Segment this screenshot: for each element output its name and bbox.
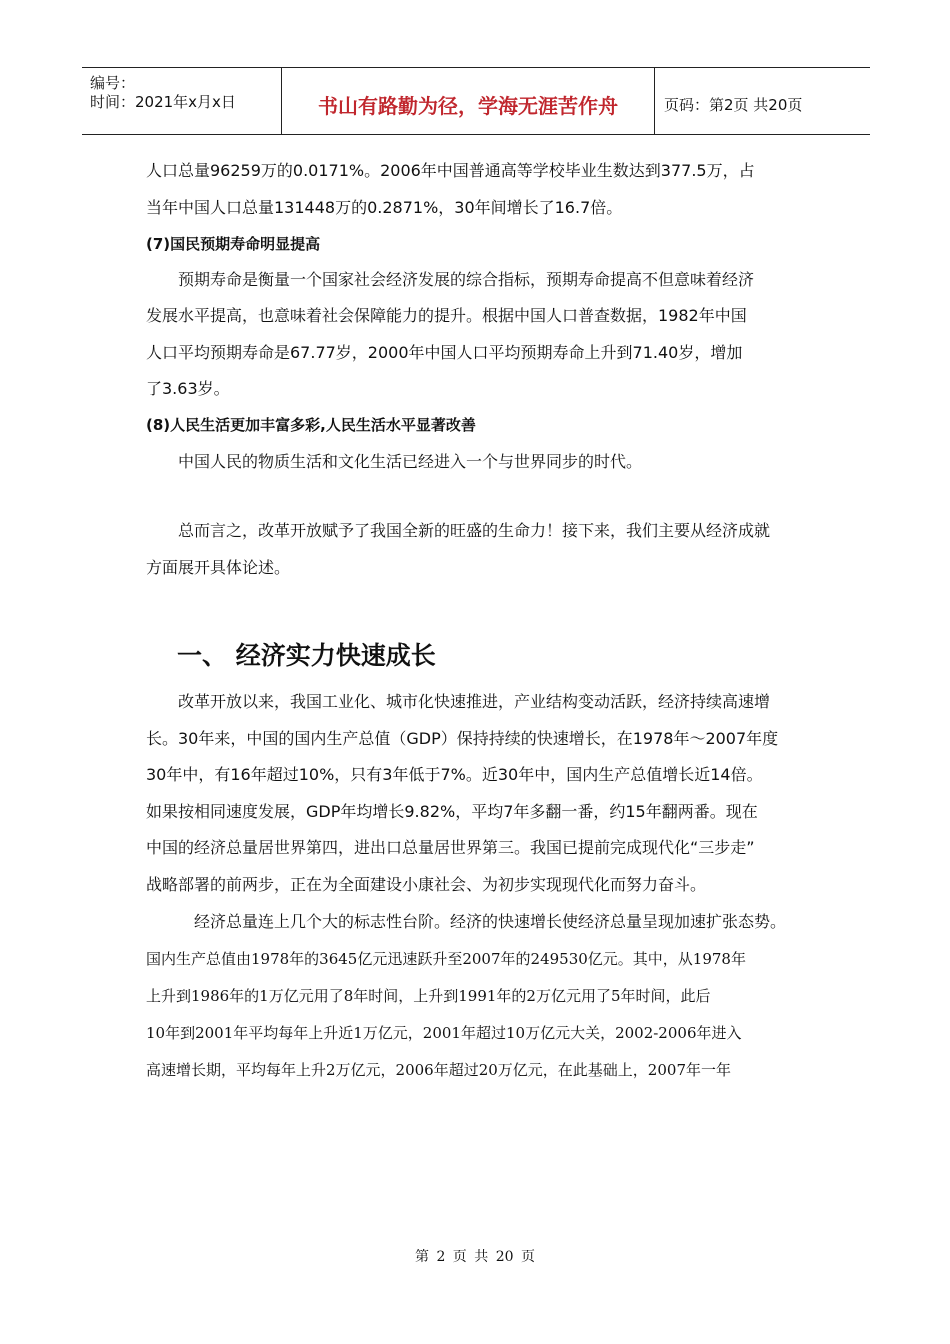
header-page-cell — [655, 68, 870, 134]
body-line: 10年到2001年平均每年上升近1万亿元，2001年超过10万亿元大关，2002-2006年进入 — [146, 1024, 742, 1042]
header-page-code: 页码：第2页 共20页 — [664, 96, 803, 114]
header-meta-cell — [82, 68, 282, 134]
document-date-label: 时间：2021年x月x日 — [90, 93, 236, 111]
chapter-heading: 一、 经济实力快速成长 — [177, 641, 436, 670]
body-line: 当年中国人口总量131448万的0.2871%，30年间增长了16.7倍。 — [146, 198, 623, 217]
section-heading-7: (7)国民预期寿命明显提高 — [146, 235, 321, 253]
body-line: 长。30年来，中国的国内生产总值（GDP）保持持续的快速增长，在1978年～2007年度 — [146, 729, 779, 748]
document-number-label: 编号： — [90, 74, 136, 92]
body-line: 总而言之，改革开放赋予了我国全新的旺盛的生命力！接下来，我们主要从经济成就 — [178, 521, 771, 540]
body-line: 高速增长期，平均每年上升2万亿元，2006年超过20万亿元，在此基础上，2007年一年 — [146, 1061, 731, 1079]
body-line: 人口平均预期寿命是67.77岁，2000年中国人口平均预期寿命上升到71.40岁，增加 — [146, 343, 743, 362]
body-line: 方面展开具体论述。 — [146, 558, 291, 577]
body-line: 人口总量96259万的0.0171%。2006年中国普通高等学校毕业生数达到377.5万，占 — [146, 161, 755, 180]
body-line: 经济总量连上几个大的标志性台阶。经济的快速增长使经济总量呈现加速扩张态势。 — [194, 912, 787, 931]
document-header — [82, 67, 870, 135]
body-line: 如果按相同速度发展，GDP年均增长9.82%，平均7年多翻一番，约15年翻两番。现在 — [146, 802, 758, 821]
body-line: 发展水平提高，也意味着社会保障能力的提升。根据中国人口普查数据，1982年中国 — [146, 306, 747, 325]
body-line: 了3.63岁。 — [146, 379, 230, 398]
body-line: 预期寿命是衡量一个国家社会经济发展的综合指标，预期寿命提高不但意味着经济 — [178, 270, 755, 289]
body-line: 国内生产总值由1978年的3645亿元迅速跃升至2007年的249530亿元。其中，从1978年 — [146, 950, 746, 968]
body-line: 改革开放以来，我国工业化、城市化快速推进，产业结构变动活跃，经济持续高速增 — [178, 692, 771, 711]
body-line: 中国人民的物质生活和文化生活已经进入一个与世界同步的时代。 — [178, 452, 643, 471]
body-line: 上升到1986年的1万亿元用了8年时间，上升到1991年的2万亿元用了5年时间，此后 — [146, 987, 711, 1005]
section-heading-8: (8)人民生活更加丰富多彩,人民生活水平显著改善 — [146, 416, 476, 434]
header-motto-cell — [282, 68, 655, 134]
body-line: 中国的经济总量居世界第四，进出口总量居世界第三。我国已提前完成现代化“三步走” — [146, 838, 755, 857]
body-line: 战略部署的前两步，正在为全面建设小康社会、为初步实现现代化而努力奋斗。 — [146, 875, 707, 894]
header-motto: 书山有路勤为径，学海无涯苦作舟 — [318, 94, 618, 118]
body-line: 30年中，有16年超过10%，只有3年低于7%。近30年中，国内生产总值增长近14倍。 — [146, 765, 763, 784]
page-footer: 第 2 页 共 20 页 — [415, 1249, 535, 1265]
